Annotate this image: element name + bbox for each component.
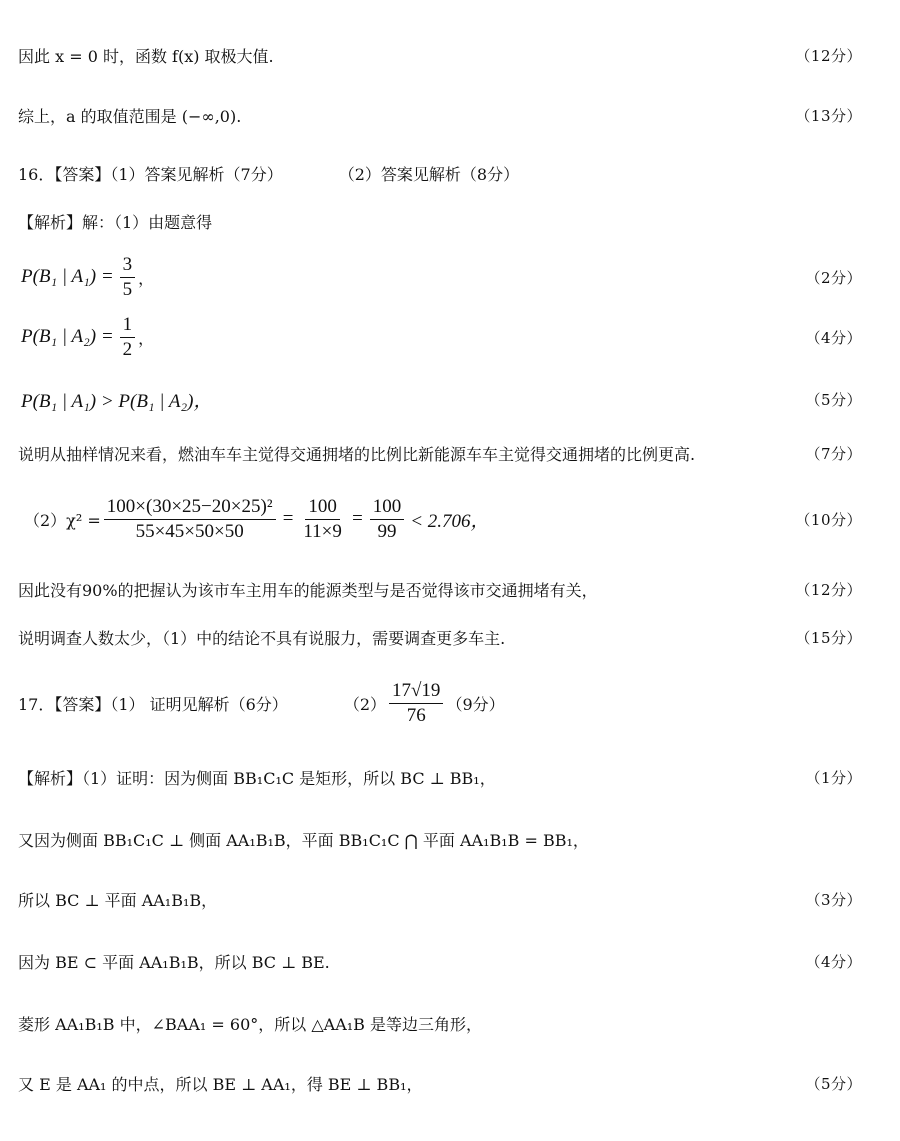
score-label: （12分） <box>795 47 862 65</box>
q16-answer-line <box>18 162 862 185</box>
score-label: （12分） <box>795 581 862 599</box>
q16-analysis-heading <box>18 210 862 233</box>
numerator: 1 <box>120 314 136 338</box>
line-text: 又因为侧面 BB₁C₁C ⊥ 侧面 AA₁B₁B，平面 BB₁C₁C ⋂ 平面 AA₁B₁B = BB₁， <box>18 831 589 850</box>
equals-sign: = <box>281 508 295 530</box>
score-label: （2分） <box>805 268 862 287</box>
numerator: 17√19 <box>389 680 443 704</box>
formula-tail: ， <box>138 328 155 348</box>
prob-compare-line <box>18 386 862 413</box>
score-label: （5分） <box>805 391 862 409</box>
denominator: 11×9 <box>303 520 342 542</box>
formula-lhs: P(B₁ | A₂) = <box>21 326 114 348</box>
proof-line-6 <box>18 1072 862 1095</box>
formula <box>18 314 154 361</box>
equals-sign: = <box>350 508 364 530</box>
line-text: 综上，a 的取值范围是 (−∞,0). <box>18 107 242 126</box>
proof-line-5 <box>18 1012 862 1035</box>
score-label: （5分） <box>805 1075 862 1093</box>
fraction-1 <box>104 496 276 543</box>
formula-tail: ， <box>138 268 155 288</box>
q17-answer-prefix: （2） <box>343 694 386 714</box>
q16-answer-part1: 16．【答案】（1）答案见解析（7分） <box>18 165 283 184</box>
numerator: 100×(30×25−20×25)² <box>104 496 276 520</box>
line-text: 菱形 AA₁B₁B 中，∠BAA₁ = 60°，所以 △AA₁B 是等边三角形， <box>18 1015 483 1034</box>
formula <box>18 254 154 301</box>
formula-tail: < 2.706， <box>410 510 490 532</box>
numerator: 3 <box>120 254 136 278</box>
denominator: 5 <box>122 278 133 300</box>
proof-line-4 <box>18 950 862 973</box>
denominator: 99 <box>377 520 397 542</box>
denominator: 2 <box>122 338 133 360</box>
formula: P(B₁ | A₁) > P(B₁ | A₂)， <box>21 391 213 412</box>
score-label: （10分） <box>795 510 862 529</box>
fraction <box>120 314 136 361</box>
conclusion-line-2 <box>18 578 862 601</box>
fraction <box>389 680 443 727</box>
fraction <box>120 254 136 301</box>
formula-prefix: （2）χ² = <box>24 510 101 530</box>
score-label: （4分） <box>805 953 862 971</box>
line-text: 【解析】（1）证明：因为侧面 BB₁C₁C 是矩形，所以 BC ⊥ BB₁， <box>18 769 496 788</box>
prob-line-1 <box>18 254 862 301</box>
line-text: 因此 x = 0 时，函数 f(x) 取极大值. <box>18 47 274 66</box>
q16-answer-part2: （2）答案见解析（8分） <box>338 165 520 184</box>
score-label: （4分） <box>805 328 862 347</box>
line-text: 所以 BC ⊥ 平面 AA₁B₁B， <box>18 891 218 910</box>
proof-line-3 <box>18 888 862 911</box>
line-text: 说明调查人数太少，（1）中的结论不具有说服力，需要调查更多车主. <box>18 629 506 648</box>
conclusion-line-1 <box>18 442 862 465</box>
fraction-2 <box>300 496 345 543</box>
line-text: 又 E 是 AA₁ 的中点，所以 BE ⊥ AA₁，得 BE ⊥ BB₁， <box>18 1075 423 1094</box>
score-label: （1分） <box>805 769 862 787</box>
score-label: （13分） <box>795 107 862 125</box>
score-label: （15分） <box>795 629 862 647</box>
denominator: 76 <box>406 704 426 726</box>
numerator: 100 <box>370 496 405 520</box>
denominator: 55×45×50×50 <box>135 520 244 542</box>
formula <box>18 496 493 543</box>
q17-answer-part1: 17．【答案】（1） 证明见解析（6分） <box>18 694 288 714</box>
prob-line-2 <box>18 314 862 361</box>
solution-line-1 <box>18 44 862 67</box>
score-label: （3分） <box>805 891 862 909</box>
q17-answer-line <box>18 680 862 727</box>
formula-lhs: P(B₁ | A₁) = <box>21 266 114 288</box>
line-text: 【解析】解：（1）由题意得 <box>18 213 213 232</box>
score-label: （7分） <box>805 445 862 463</box>
proof-line-1 <box>18 766 862 789</box>
line-text: 因为 BE ⊂ 平面 AA₁B₁B，所以 BC ⊥ BE. <box>18 953 330 972</box>
fraction-3 <box>370 496 405 543</box>
chi-square-line <box>18 496 862 543</box>
proof-line-2 <box>18 828 862 851</box>
conclusion-line-3 <box>18 626 862 649</box>
q17-answer-tail: （9分） <box>446 694 505 714</box>
line-text: 说明从抽样情况来看，燃油车车主觉得交通拥堵的比例比新能源车车主觉得交通拥堵的比例更高. <box>18 445 696 464</box>
numerator: 100 <box>305 496 340 520</box>
solution-line-2 <box>18 104 862 127</box>
line-text: 因此没有90%的把握认为该市车主用车的能源类型与是否觉得该市交通拥堵有关， <box>18 581 598 600</box>
